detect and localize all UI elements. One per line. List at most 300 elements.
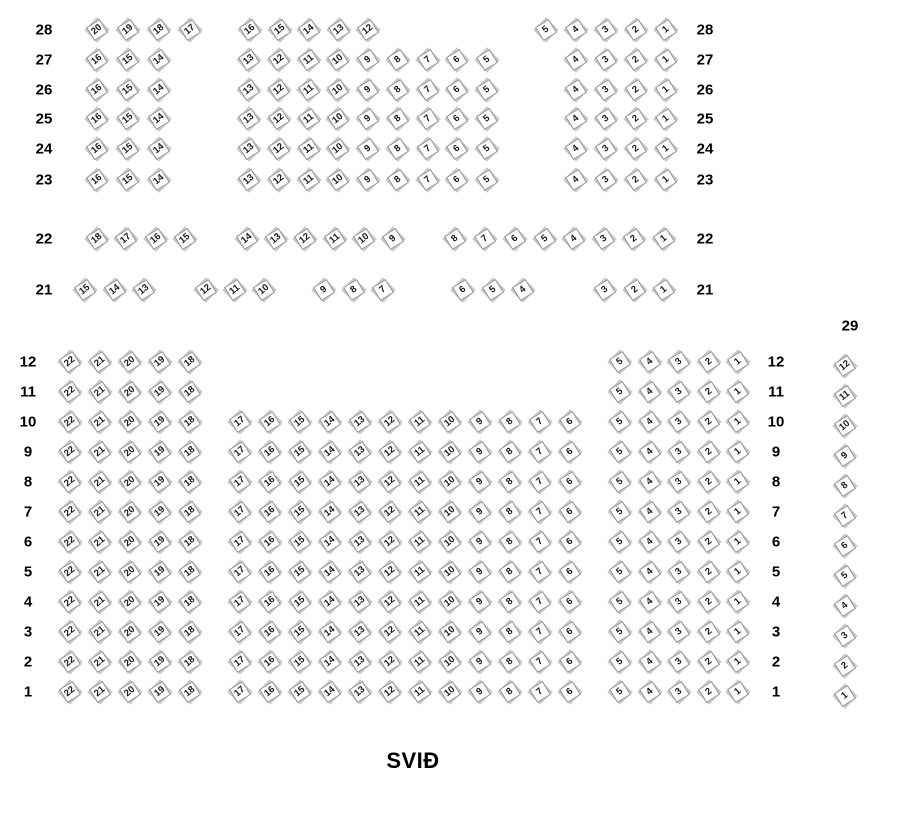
seat[interactable] xyxy=(235,105,263,133)
seat[interactable] xyxy=(384,105,412,133)
seat[interactable] xyxy=(116,408,144,436)
seat[interactable] xyxy=(146,348,174,376)
seat[interactable] xyxy=(831,562,859,590)
seat[interactable] xyxy=(496,558,524,586)
seat[interactable] xyxy=(406,618,434,646)
seat[interactable] xyxy=(316,438,344,466)
seat[interactable] xyxy=(176,408,204,436)
seat[interactable] xyxy=(116,648,144,676)
seat[interactable] xyxy=(406,588,434,616)
seat[interactable] xyxy=(56,618,84,646)
seat[interactable] xyxy=(695,678,723,706)
seat[interactable] xyxy=(636,438,664,466)
seat[interactable] xyxy=(376,678,404,706)
seat[interactable] xyxy=(636,498,664,526)
seat[interactable] xyxy=(146,408,174,436)
seat[interactable] xyxy=(176,438,204,466)
seat[interactable] xyxy=(86,648,114,676)
seat[interactable] xyxy=(256,438,284,466)
seat[interactable] xyxy=(56,498,84,526)
seat[interactable] xyxy=(56,468,84,496)
seat[interactable] xyxy=(441,225,469,253)
seat[interactable] xyxy=(636,528,664,556)
seat[interactable] xyxy=(652,105,680,133)
seat[interactable] xyxy=(250,276,278,304)
seat[interactable] xyxy=(562,166,590,194)
seat[interactable] xyxy=(636,678,664,706)
seat[interactable] xyxy=(324,166,352,194)
seat[interactable] xyxy=(346,588,374,616)
seat[interactable] xyxy=(116,378,144,406)
seat[interactable] xyxy=(724,438,752,466)
seat[interactable] xyxy=(620,225,648,253)
seat[interactable] xyxy=(606,498,634,526)
seat[interactable] xyxy=(56,558,84,586)
seat[interactable] xyxy=(235,135,263,163)
seat[interactable] xyxy=(56,348,84,376)
seat[interactable] xyxy=(556,468,584,496)
seat[interactable] xyxy=(295,16,323,44)
seat[interactable] xyxy=(226,648,254,676)
seat[interactable] xyxy=(226,678,254,706)
seat[interactable] xyxy=(346,648,374,676)
seat[interactable] xyxy=(295,166,323,194)
seat[interactable] xyxy=(436,408,464,436)
seat[interactable] xyxy=(116,618,144,646)
seat[interactable] xyxy=(316,648,344,676)
seat[interactable] xyxy=(556,678,584,706)
seat[interactable] xyxy=(145,135,173,163)
seat[interactable] xyxy=(532,16,560,44)
seat[interactable] xyxy=(466,648,494,676)
seat[interactable] xyxy=(406,648,434,676)
seat[interactable] xyxy=(295,105,323,133)
seat[interactable] xyxy=(146,588,174,616)
seat[interactable] xyxy=(414,105,442,133)
seat[interactable] xyxy=(265,135,293,163)
seat[interactable] xyxy=(146,378,174,406)
seat[interactable] xyxy=(831,352,859,380)
seat[interactable] xyxy=(466,408,494,436)
seat[interactable] xyxy=(695,588,723,616)
seat[interactable] xyxy=(316,408,344,436)
seat[interactable] xyxy=(316,678,344,706)
seat[interactable] xyxy=(831,682,859,710)
seat[interactable] xyxy=(256,408,284,436)
seat[interactable] xyxy=(621,276,649,304)
seat[interactable] xyxy=(473,166,501,194)
seat[interactable] xyxy=(56,408,84,436)
seat[interactable] xyxy=(376,588,404,616)
seat[interactable] xyxy=(376,498,404,526)
seat[interactable] xyxy=(636,588,664,616)
seat[interactable] xyxy=(83,166,111,194)
seat[interactable] xyxy=(556,408,584,436)
seat[interactable] xyxy=(695,558,723,586)
seat[interactable] xyxy=(496,438,524,466)
seat[interactable] xyxy=(379,225,407,253)
seat[interactable] xyxy=(526,498,554,526)
seat[interactable] xyxy=(146,468,174,496)
seat[interactable] xyxy=(526,618,554,646)
seat[interactable] xyxy=(591,276,619,304)
seat[interactable] xyxy=(436,618,464,646)
seat[interactable] xyxy=(436,438,464,466)
seat[interactable] xyxy=(346,438,374,466)
seat[interactable] xyxy=(665,408,693,436)
seat[interactable] xyxy=(226,498,254,526)
seat[interactable] xyxy=(86,618,114,646)
seat[interactable] xyxy=(556,438,584,466)
seat[interactable] xyxy=(606,648,634,676)
seat[interactable] xyxy=(496,528,524,556)
seat[interactable] xyxy=(436,678,464,706)
seat[interactable] xyxy=(346,678,374,706)
seat[interactable] xyxy=(112,225,140,253)
seat[interactable] xyxy=(606,618,634,646)
seat[interactable] xyxy=(354,135,382,163)
seat[interactable] xyxy=(176,678,204,706)
seat[interactable] xyxy=(831,592,859,620)
seat[interactable] xyxy=(556,588,584,616)
seat[interactable] xyxy=(114,105,142,133)
seat[interactable] xyxy=(86,438,114,466)
seat[interactable] xyxy=(665,678,693,706)
seat[interactable] xyxy=(145,46,173,74)
seat[interactable] xyxy=(286,678,314,706)
seat[interactable] xyxy=(695,528,723,556)
seat[interactable] xyxy=(496,648,524,676)
seat[interactable] xyxy=(695,438,723,466)
seat[interactable] xyxy=(176,588,204,616)
seat[interactable] xyxy=(171,225,199,253)
seat[interactable] xyxy=(346,618,374,646)
seat[interactable] xyxy=(695,498,723,526)
seat[interactable] xyxy=(606,528,634,556)
seat[interactable] xyxy=(556,528,584,556)
seat[interactable] xyxy=(695,468,723,496)
seat[interactable] xyxy=(83,16,111,44)
seat[interactable] xyxy=(665,588,693,616)
seat[interactable] xyxy=(622,16,650,44)
seat[interactable] xyxy=(496,588,524,616)
seat[interactable] xyxy=(724,528,752,556)
seat[interactable] xyxy=(116,678,144,706)
seat[interactable] xyxy=(436,648,464,676)
seat[interactable] xyxy=(466,588,494,616)
seat[interactable] xyxy=(724,468,752,496)
seat[interactable] xyxy=(86,468,114,496)
seat[interactable] xyxy=(256,558,284,586)
seat[interactable] xyxy=(831,442,859,470)
seat[interactable] xyxy=(831,472,859,500)
seat[interactable] xyxy=(724,348,752,376)
seat[interactable] xyxy=(466,498,494,526)
seat[interactable] xyxy=(695,348,723,376)
seat[interactable] xyxy=(622,135,650,163)
seat[interactable] xyxy=(116,528,144,556)
seat[interactable] xyxy=(724,678,752,706)
seat[interactable] xyxy=(376,408,404,436)
seat[interactable] xyxy=(724,558,752,586)
seat[interactable] xyxy=(560,225,588,253)
seat[interactable] xyxy=(146,678,174,706)
seat[interactable] xyxy=(116,558,144,586)
seat[interactable] xyxy=(496,468,524,496)
seat[interactable] xyxy=(346,468,374,496)
seat[interactable] xyxy=(436,468,464,496)
seat[interactable] xyxy=(622,166,650,194)
seat[interactable] xyxy=(724,498,752,526)
seat[interactable] xyxy=(606,588,634,616)
seat[interactable] xyxy=(831,652,859,680)
seat[interactable] xyxy=(142,225,170,253)
seat[interactable] xyxy=(606,348,634,376)
seat[interactable] xyxy=(316,618,344,646)
seat[interactable] xyxy=(145,16,173,44)
seat[interactable] xyxy=(414,135,442,163)
seat[interactable] xyxy=(146,648,174,676)
seat[interactable] xyxy=(176,648,204,676)
seat[interactable] xyxy=(56,528,84,556)
seat[interactable] xyxy=(466,678,494,706)
seat[interactable] xyxy=(116,348,144,376)
seat[interactable] xyxy=(86,348,114,376)
seat[interactable] xyxy=(226,618,254,646)
seat[interactable] xyxy=(831,382,859,410)
seat[interactable] xyxy=(146,438,174,466)
seat[interactable] xyxy=(695,378,723,406)
seat[interactable] xyxy=(496,408,524,436)
seat[interactable] xyxy=(414,46,442,74)
seat[interactable] xyxy=(265,46,293,74)
seat[interactable] xyxy=(665,558,693,586)
seat[interactable] xyxy=(321,225,349,253)
seat[interactable] xyxy=(665,438,693,466)
seat[interactable] xyxy=(449,276,477,304)
seat[interactable] xyxy=(562,105,590,133)
seat[interactable] xyxy=(556,558,584,586)
seat[interactable] xyxy=(324,135,352,163)
seat[interactable] xyxy=(256,468,284,496)
seat[interactable] xyxy=(695,408,723,436)
seat[interactable] xyxy=(652,46,680,74)
seat[interactable] xyxy=(496,498,524,526)
seat[interactable] xyxy=(562,46,590,74)
seat[interactable] xyxy=(724,648,752,676)
seat[interactable] xyxy=(235,46,263,74)
seat[interactable] xyxy=(346,528,374,556)
seat[interactable] xyxy=(316,498,344,526)
seat[interactable] xyxy=(443,135,471,163)
seat[interactable] xyxy=(56,588,84,616)
seat[interactable] xyxy=(695,618,723,646)
seat[interactable] xyxy=(176,378,204,406)
seat[interactable] xyxy=(556,618,584,646)
seat[interactable] xyxy=(176,528,204,556)
seat[interactable] xyxy=(636,648,664,676)
seat[interactable] xyxy=(406,438,434,466)
seat[interactable] xyxy=(376,558,404,586)
seat[interactable] xyxy=(406,678,434,706)
seat[interactable] xyxy=(286,558,314,586)
seat[interactable] xyxy=(176,558,204,586)
seat[interactable] xyxy=(562,135,590,163)
seat[interactable] xyxy=(724,408,752,436)
seat[interactable] xyxy=(636,408,664,436)
seat[interactable] xyxy=(479,276,507,304)
seat[interactable] xyxy=(466,528,494,556)
seat[interactable] xyxy=(436,588,464,616)
seat[interactable] xyxy=(316,588,344,616)
seat[interactable] xyxy=(556,498,584,526)
seat[interactable] xyxy=(376,468,404,496)
seat[interactable] xyxy=(466,558,494,586)
seat[interactable] xyxy=(376,648,404,676)
seat[interactable] xyxy=(286,408,314,436)
seat[interactable] xyxy=(831,532,859,560)
seat[interactable] xyxy=(473,135,501,163)
seat[interactable] xyxy=(176,468,204,496)
seat[interactable] xyxy=(665,348,693,376)
seat[interactable] xyxy=(176,498,204,526)
seat[interactable] xyxy=(650,225,678,253)
seat[interactable] xyxy=(130,276,158,304)
seat[interactable] xyxy=(406,468,434,496)
seat[interactable] xyxy=(114,46,142,74)
seat[interactable] xyxy=(501,225,529,253)
seat[interactable] xyxy=(286,468,314,496)
seat[interactable] xyxy=(436,498,464,526)
seat[interactable] xyxy=(724,618,752,646)
seat[interactable] xyxy=(606,468,634,496)
seat[interactable] xyxy=(71,276,99,304)
seat[interactable] xyxy=(350,225,378,253)
seat[interactable] xyxy=(592,166,620,194)
seat[interactable] xyxy=(226,438,254,466)
seat[interactable] xyxy=(466,618,494,646)
seat[interactable] xyxy=(526,528,554,556)
seat[interactable] xyxy=(466,468,494,496)
seat[interactable] xyxy=(86,558,114,586)
seat[interactable] xyxy=(592,105,620,133)
seat[interactable] xyxy=(376,438,404,466)
seat[interactable] xyxy=(724,588,752,616)
seat[interactable] xyxy=(310,276,338,304)
seat[interactable] xyxy=(636,468,664,496)
seat[interactable] xyxy=(145,105,173,133)
seat[interactable] xyxy=(831,412,859,440)
seat[interactable] xyxy=(116,498,144,526)
seat[interactable] xyxy=(496,678,524,706)
seat[interactable] xyxy=(56,438,84,466)
seat[interactable] xyxy=(56,648,84,676)
seat[interactable] xyxy=(590,225,618,253)
seat[interactable] xyxy=(496,618,524,646)
seat[interactable] xyxy=(316,558,344,586)
seat[interactable] xyxy=(443,166,471,194)
seat[interactable] xyxy=(831,502,859,530)
seat[interactable] xyxy=(526,558,554,586)
seat[interactable] xyxy=(86,408,114,436)
seat[interactable] xyxy=(406,558,434,586)
seat[interactable] xyxy=(295,135,323,163)
seat[interactable] xyxy=(665,468,693,496)
seat[interactable] xyxy=(636,348,664,376)
seat[interactable] xyxy=(176,348,204,376)
seat[interactable] xyxy=(340,276,368,304)
seat[interactable] xyxy=(414,166,442,194)
seat[interactable] xyxy=(406,528,434,556)
seat[interactable] xyxy=(286,588,314,616)
seat[interactable] xyxy=(83,46,111,74)
seat[interactable] xyxy=(346,498,374,526)
seat[interactable] xyxy=(295,46,323,74)
seat[interactable] xyxy=(86,498,114,526)
seat[interactable] xyxy=(226,408,254,436)
seat[interactable] xyxy=(176,16,204,44)
seat[interactable] xyxy=(526,438,554,466)
seat[interactable] xyxy=(592,16,620,44)
seat[interactable] xyxy=(436,558,464,586)
seat[interactable] xyxy=(606,408,634,436)
seat[interactable] xyxy=(473,105,501,133)
seat[interactable] xyxy=(384,135,412,163)
seat[interactable] xyxy=(286,648,314,676)
seat[interactable] xyxy=(226,588,254,616)
seat[interactable] xyxy=(622,105,650,133)
seat[interactable] xyxy=(526,408,554,436)
seat[interactable] xyxy=(406,408,434,436)
seat[interactable] xyxy=(831,622,859,650)
seat[interactable] xyxy=(556,648,584,676)
seat[interactable] xyxy=(592,135,620,163)
seat[interactable] xyxy=(695,648,723,676)
seat[interactable] xyxy=(176,618,204,646)
seat[interactable] xyxy=(354,46,382,74)
seat[interactable] xyxy=(316,528,344,556)
seat[interactable] xyxy=(650,276,678,304)
seat[interactable] xyxy=(471,225,499,253)
seat[interactable] xyxy=(665,648,693,676)
seat[interactable] xyxy=(114,166,142,194)
seat[interactable] xyxy=(526,468,554,496)
seat[interactable] xyxy=(86,528,114,556)
seat[interactable] xyxy=(636,558,664,586)
seat[interactable] xyxy=(86,678,114,706)
seat[interactable] xyxy=(146,558,174,586)
seat[interactable] xyxy=(346,408,374,436)
seat[interactable] xyxy=(116,468,144,496)
seat[interactable] xyxy=(256,678,284,706)
seat[interactable] xyxy=(665,528,693,556)
seat[interactable] xyxy=(526,678,554,706)
seat[interactable] xyxy=(652,166,680,194)
seat[interactable] xyxy=(286,618,314,646)
seat[interactable] xyxy=(145,166,173,194)
seat[interactable] xyxy=(146,528,174,556)
seat[interactable] xyxy=(606,678,634,706)
seat[interactable] xyxy=(436,528,464,556)
seat[interactable] xyxy=(226,528,254,556)
seat[interactable] xyxy=(346,558,374,586)
seat[interactable] xyxy=(622,46,650,74)
seat[interactable] xyxy=(116,588,144,616)
seat[interactable] xyxy=(235,166,263,194)
seat[interactable] xyxy=(56,678,84,706)
seat[interactable] xyxy=(291,225,319,253)
seat[interactable] xyxy=(526,648,554,676)
